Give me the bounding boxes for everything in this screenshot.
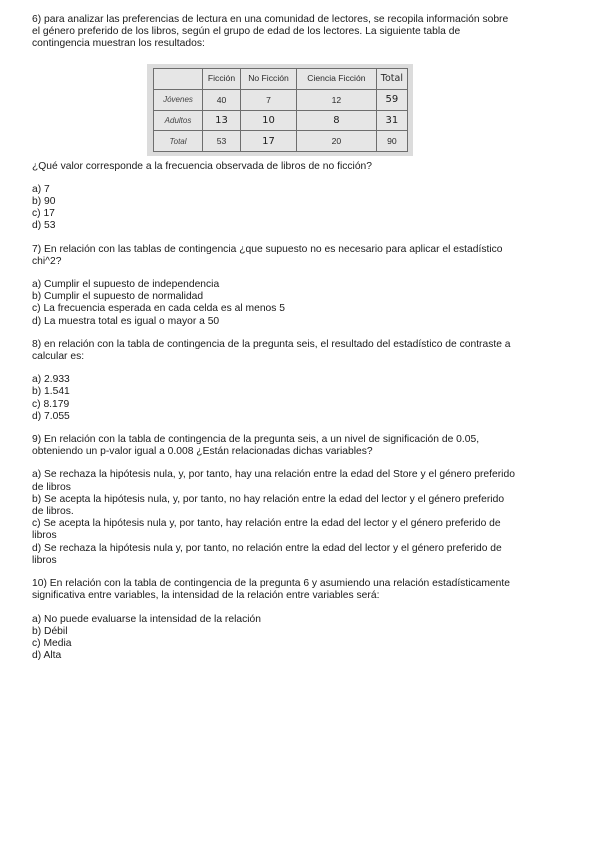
q10-option-c: c) Media (32, 637, 72, 649)
q8-option-d: d) 7.055 (32, 410, 70, 422)
q9-option-c-line-1: c) Se acepta la hipótesis nula y, por tanto, hay relación entre la edad del lector y el género preferido de (32, 518, 501, 530)
q6-option-c: c) 17 (32, 208, 55, 220)
q6-intro-line-2: el género preferido de los libros, según el grupo de edad de los lectores. La siguiente tabla de (32, 26, 461, 38)
table-cell: 13 (203, 110, 241, 131)
table-header-row (154, 69, 408, 90)
q8-line-1: 8) en relación con la tabla de contingencia de la pregunta seis, el resultado del estadístico de contraste a (32, 338, 511, 350)
q6-intro-line-1: 6) para analizar las preferencias de lectura en una comunidad de lectores, se recopila información sobre (32, 14, 509, 25)
table-cell: 17 (241, 131, 297, 152)
q6-question: ¿Qué valor corresponde a la frecuencia observada de libros de no ficción? (32, 160, 372, 172)
q9-line-1: 9) En relación con la tabla de contingencia de la pregunta seis, a un nivel de significación de 0.05, (32, 434, 480, 446)
table-cell: 8 (296, 110, 376, 131)
q6-option-b: b) 90 (32, 196, 56, 208)
table-cell: 20 (296, 131, 376, 152)
q8-option-c: c) 8.179 (32, 398, 70, 410)
q7-line-1: 7) En relación con las tablas de contingencia ¿que supuesto no es necesario para aplicar el estadístico (32, 243, 503, 255)
q10-option-b: b) Débil (32, 625, 68, 637)
q9-line-2: obteniendo un p-valor igual a 0.008 ¿Están relacionadas dichas variables? (32, 446, 373, 458)
q7-line-2: chi^2? (32, 255, 62, 267)
table-cell: 7 (241, 89, 297, 110)
table-cell: 10 (241, 110, 297, 131)
q7-option-a: a) Cumplir el supuesto de independencia (32, 279, 220, 291)
table-cell: 59 (376, 89, 407, 110)
contingency-table (153, 68, 408, 152)
header-ciencia-ficcion: Ciencia Ficción (296, 69, 376, 90)
q7-option-b: b) Cumplir el supuesto de normalidad (32, 291, 204, 303)
row-label-adultos: Adultos (154, 110, 203, 131)
row-label-jovenes: Jóvenes (154, 89, 203, 110)
q9-option-c-line-2: libros (32, 530, 57, 542)
q8-line-2: calcular es: (32, 351, 85, 363)
header-no-ficcion: No Ficción (241, 69, 297, 90)
table-cell: 53 (203, 131, 241, 152)
q10-line-1: 10) En relación con la tabla de contingencia de la pregunta 6 y asumiendo una relación estadísticamente (32, 578, 510, 590)
q7-option-d: d) La muestra total es igual o mayor a 50 (32, 315, 220, 327)
q9-option-a-line-2: de libros (32, 481, 71, 493)
q6-option-a: a) 7 (32, 183, 50, 195)
contingency-table-photo (147, 64, 413, 156)
table-row (154, 89, 408, 110)
header-total: Total (376, 69, 407, 90)
q6-option-d: d) 53 (32, 220, 56, 232)
q8-option-a: a) 2.933 (32, 374, 70, 386)
q9-option-a-line-1: a) Se rechaza la hipótesis nula, y, por tanto, hay una relación entre la edad del Store y el género preferido (32, 469, 515, 481)
table-cell: 31 (376, 110, 407, 131)
table-cell: 90 (376, 131, 407, 152)
q9-option-b-line-2: de libros. (32, 506, 74, 518)
table-row (154, 110, 408, 131)
q10-line-2: significativa entre variables, la intensidad de la relación entre variables será: (32, 590, 380, 602)
table-cell: 40 (203, 89, 241, 110)
q8-option-b: b) 1.541 (32, 386, 70, 398)
q9-option-d-line-2: libros (32, 554, 57, 566)
row-label-total: Total (154, 131, 203, 152)
header-ficcion: Ficción (203, 69, 241, 90)
q9-option-b-line-1: b) Se acepta la hipótesis nula, y, por tanto, no hay relación entre la edad del lector y el género preferido (32, 493, 505, 505)
q6-intro-line-3: contingencia muestran los resultados: (32, 38, 205, 50)
q10-option-d: d) Alta (32, 650, 62, 662)
q10-option-a: a) No puede evaluarse la intensidad de la relación (32, 613, 261, 625)
table-corner-cell (154, 69, 203, 90)
table-cell: 12 (296, 89, 376, 110)
q7-option-c: c) La frecuencia esperada en cada celda es al menos 5 (32, 303, 286, 315)
table-row (154, 131, 408, 152)
q9-option-d-line-1: d) Se rechaza la hipótesis nula y, por tanto, no relación entre la edad del lector y el género preferido de (32, 542, 502, 554)
